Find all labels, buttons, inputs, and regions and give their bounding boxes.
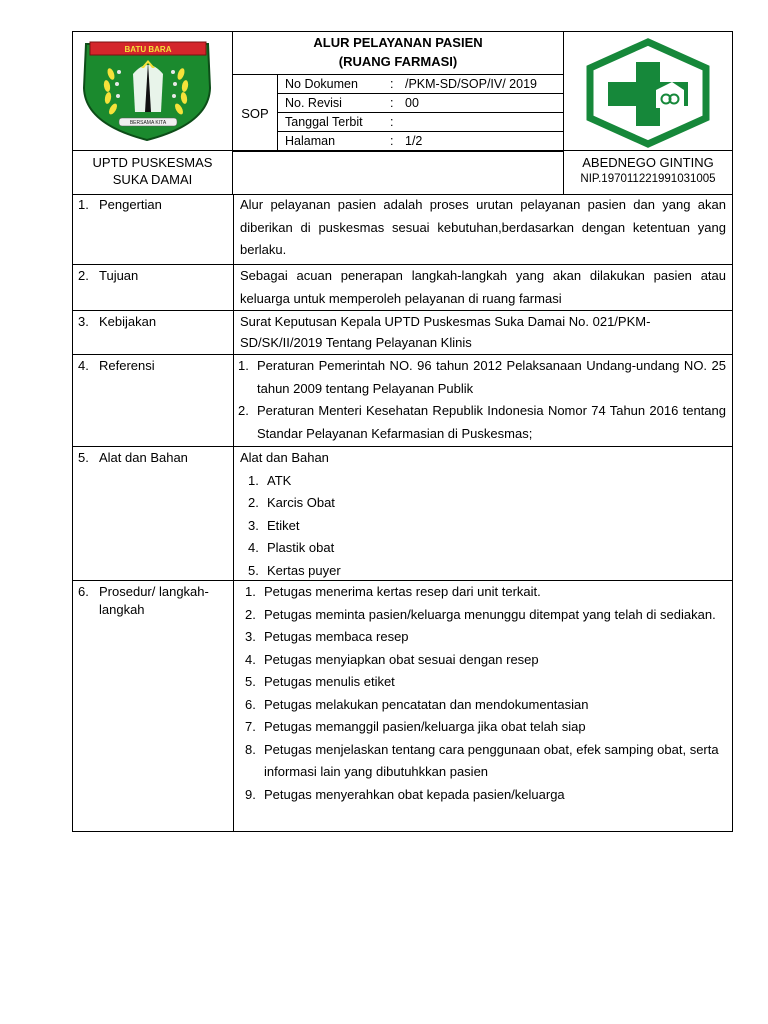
meta-colon: : [390,96,394,110]
list-item-text: Petugas menjelaskan tentang cara penggunaan obat, efek samping obat, serta informasi lain yang dibutuhkkan pasien [264,741,719,779]
section-number: 5. [78,450,89,465]
meta-row-document-number [277,74,564,94]
section-text: Sebagai acuan penerapan langkah-langkah yang akan dilakukan pasien atau keluarga untuk memperoleh pelayanan di ruang farmasi [240,268,726,306]
list-item-text: Karcis Obat [267,495,335,510]
list-item: 2. Petugas meminta pasien/keluarga menunggu ditempat yang telah di sediakan. [245,606,716,622]
meta-row-page [277,131,564,152]
logo-cell [72,31,233,151]
section-row-tujuan [72,265,733,311]
meta-key: Tanggal Terbit [285,115,363,129]
section-row-kebijakan [72,311,733,355]
section-row-pengertian [72,194,733,265]
meta-colon: : [390,115,394,129]
meta-key: No. Revisi [285,96,342,110]
org-line-2: SUKA DAMAI [112,172,193,187]
section-number: 6. [78,584,89,599]
section-label [73,194,234,264]
list-item: 5. Petugas menulis etiket [245,674,395,689]
meta-row-issue-date [277,112,564,132]
list-item-text: Petugas meminta pasien/keluarga menunggu ditempat yang telah di sediakan. [264,606,716,622]
health-logo-cell [563,31,733,151]
list-item-text: Peraturan Pemerintah NO. 96 tahun 2012 Pelaksanaan Undang-undang NO. 25 tahun 2009 tentang Pelayanan Publik [257,358,726,396]
list-item-text: Etiket [267,517,300,533]
sop-label: SOP [232,74,278,152]
meta-value: 1/2 [405,134,423,148]
section-label [73,581,234,831]
meta-colon: : [390,134,394,148]
section-number: 3. [78,314,89,329]
signer-cell [563,150,733,195]
meta-colon: : [390,77,394,91]
list-item-text: ATK [267,472,292,488]
procedure-list [234,581,726,806]
section-title: Prosedur/ langkah-langkah [99,584,209,617]
list-item: 3. Etiket [248,517,300,533]
tools-list [234,470,726,583]
logo-motto-text: BERSAMA KITA [129,120,167,126]
list-item: 2. Karcis Obat [248,495,335,510]
meta-value: 00 [405,96,419,110]
list-item-text: Peraturan Menteri Kesehatan Republik Indonesia Nomor 74 Tahun 2016 tentang Standar Pelayanan Kefarmasian di Puskesmas; [257,403,726,441]
logo-banner-text: BATU BARA [124,45,172,54]
list-item-text: Petugas membaca resep [264,629,409,644]
section-text: Alur pelayanan pasien adalah proses urutan pelayanan pasien dan yang akan diberikan di puskesmas sesuai kebutuhan,berdasarkan dengan ketentuan yang berlaku. [240,197,726,257]
list-item: 6. Petugas melakukan pencatatan dan mendokumentasian [245,696,589,712]
signer-nip: NIP.197011221991031005 [580,173,716,185]
org-line-1: UPTD PUSKESMAS [92,155,213,170]
list-item-text: Plastik obat [267,540,335,555]
list-item-text: Petugas melakukan pencatatan dan mendokumentasian [264,696,589,712]
title-line-1: ALUR PELAYANAN PASIEN [313,35,483,50]
signature-blank-cell [232,150,564,195]
section-title: Referensi [99,358,155,373]
title-line-2: (RUANG FARMASI) [338,54,458,69]
list-item-text: Petugas memanggil pasien/keluarga jika obat telah siap [264,719,586,734]
section-row-referensi [72,355,733,447]
section-label [73,447,234,580]
section-text: Surat Keputusan Kepala UPTD Puskesmas Suka Damai No. 021/PKM-SD/SK/II/2019 Tentang Pelayanan Klinis [240,314,651,350]
section-number: 4. [78,358,89,373]
section-label [73,311,234,354]
section-heading: Alat dan Bahan [240,450,329,465]
section-title: Kebijakan [99,314,157,329]
list-item: 4. Plastik obat [248,540,335,555]
section-label [73,265,234,310]
section-title: Pengertian [99,197,162,212]
section-content [234,355,732,447]
list-item: 4. Petugas menyiapkan obat sesuai dengan resep [245,651,539,667]
list-item: 2. Peraturan Menteri Kesehatan Republik Indonesia Nomor 74 Tahun 2016 tentang Standar Pelayanan Kefarmasian di Puskesmas; [238,403,726,441]
list-item-text: Petugas menulis etiket [264,674,395,689]
puskesmas-cross-icon [564,32,732,150]
list-item-text: Petugas menerima kertas resep dari unit terkait. [264,584,541,599]
organization-name [72,150,233,195]
meta-key: No Dokumen [285,77,358,91]
signer-name: ABEDNEGO GINTING [582,155,714,170]
list-item: 5. Kertas puyer [248,562,341,578]
list-item-text: Petugas menyiapkan obat sesuai dengan resep [264,651,539,667]
section-title: Tujuan [99,268,139,283]
sop-body-table [72,194,733,832]
list-item: 8. Petugas menjelaskan tentang cara penggunaan obat, efek samping obat, serta informasi lain yang dibutuhkkan pasien [245,741,719,779]
list-item: 3. Petugas membaca resep [245,629,409,644]
section-number: 1. [78,197,89,212]
list-item-text: Petugas menyerahkan obat kepada pasien/keluarga [264,786,565,802]
section-title: Alat dan Bahan [99,450,188,465]
section-label [73,355,234,446]
list-item-text: Kertas puyer [267,562,341,578]
meta-value: /PKM-SD/SOP/IV/ 2019 [405,77,537,91]
list-item: 9. Petugas menyerahkan obat kepada pasien/keluarga [245,786,565,802]
document-title [232,31,564,75]
list-item: 1. Petugas menerima kertas resep dari unit terkait. [245,584,541,599]
list-item: 1. ATK [248,472,292,488]
section-row-prosedur [72,581,733,832]
list-item: 7. Petugas memanggil pasien/keluarga jika obat telah siap [245,719,586,734]
meta-key: Halaman [285,134,336,148]
section-content [234,581,732,808]
sop-header [72,31,733,195]
section-row-alat-bahan [72,447,733,581]
meta-row-revision [277,93,564,113]
list-item: 1. Peraturan Pemerintah NO. 96 tahun 2012 Pelaksanaan Undang-undang NO. 25 tahun 2009 tentang Pelayanan Publik [238,358,726,396]
section-content [234,447,732,584]
regency-logo [73,32,232,150]
section-number: 2. [78,268,89,283]
reference-list [234,355,726,445]
